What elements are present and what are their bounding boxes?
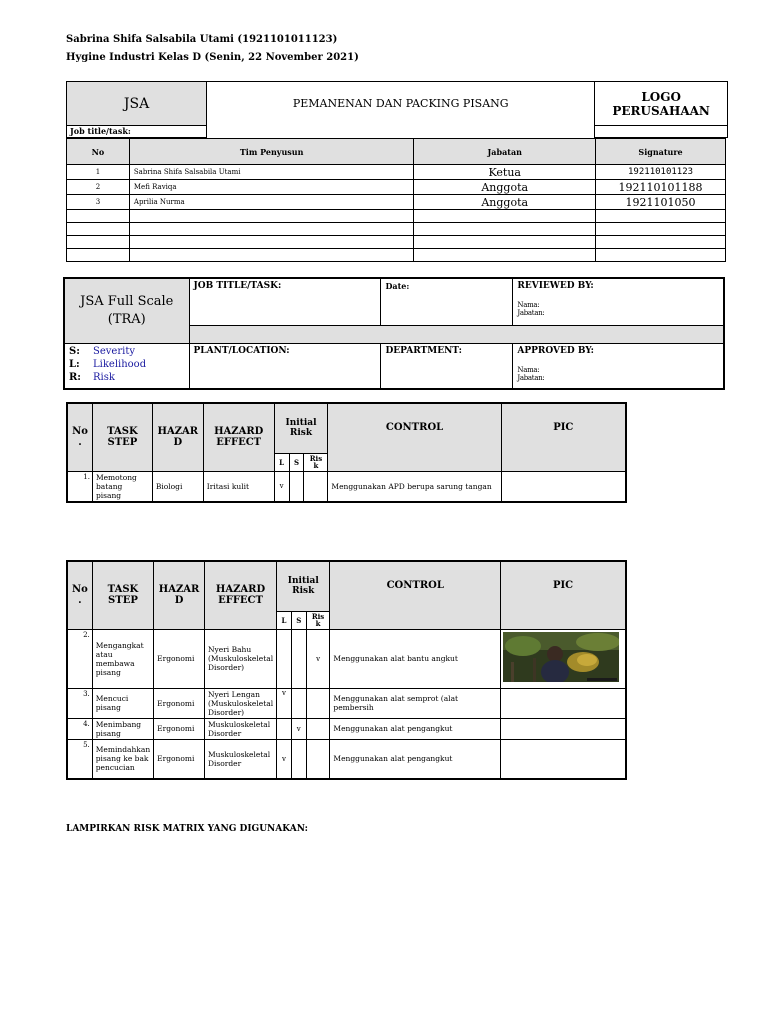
table-row <box>67 629 626 688</box>
team-row-no: 2 <box>67 180 130 195</box>
rt2-header-pic: PIC <box>501 561 626 629</box>
legend-key-severity: S: <box>69 345 80 357</box>
rt2-row-s <box>291 739 306 779</box>
team-table <box>66 138 726 262</box>
tra-plant-label: PLANT/LOCATION: <box>189 343 381 389</box>
table-row <box>67 718 626 739</box>
legend-risk: Risk <box>93 371 115 383</box>
team-row-empty <box>67 249 726 262</box>
rt1-row-hazard: Biologi <box>152 471 203 502</box>
rt2-row-hazard: Ergonomi <box>154 718 205 739</box>
rt1-row-l: v <box>274 471 289 502</box>
rt2-row-task: Menimbang pisang <box>92 718 153 739</box>
rt2-header-initial-risk <box>277 561 330 611</box>
tra-reviewed-jabatan: Jabatan: <box>517 309 545 317</box>
rt2-row-no: 2. <box>67 629 92 688</box>
team-row-role: Anggota <box>414 180 596 195</box>
team-header-no: No <box>67 139 130 165</box>
rt2-row-hazard: Ergonomi <box>154 739 205 779</box>
tra-title <box>64 278 189 343</box>
rt1-header-task-line2: STEP <box>107 437 138 449</box>
rt2-row-control: Menggunakan alat semprot (alat pembersih <box>330 688 501 718</box>
rt1-header-hazard-line1: HAZAR <box>157 426 199 438</box>
rt2-header-s: S <box>291 611 306 629</box>
rt1-header-no <box>67 403 92 471</box>
rt1-header-task-line1: TASK <box>107 426 138 438</box>
rt2-header-no-line1: No <box>71 584 88 596</box>
rt1-header-initial-line1: Initial <box>285 418 317 429</box>
rt2-header-risk-line1: Ris <box>311 612 325 621</box>
rt2-row-effect: Nyeri Lengan (Muskuloskeletal Disorder) <box>204 688 276 718</box>
rt2-header-effect-line2: EFFECT <box>218 595 263 607</box>
risk-table-2 <box>66 560 627 780</box>
rt2-header-control: CONTROL <box>330 561 501 629</box>
team-row-signature: 192110101123 <box>596 165 726 180</box>
team-row-no: 1 <box>67 165 130 180</box>
tra-department-label: DEPARTMENT: <box>381 343 513 389</box>
rt1-header-risk-line1: Ris <box>309 454 323 463</box>
tra-reviewed <box>513 278 724 325</box>
rt2-header-no <box>67 561 92 629</box>
team-row-signature: 1921101050 <box>596 195 726 210</box>
team-header-name: Tim Penyusun <box>129 139 413 165</box>
legend-severity: Severity <box>93 345 135 357</box>
rt1-row-control: Menggunakan APD berupa sarung tangan <box>328 471 501 502</box>
rt2-header-effect-line1: HAZARD <box>215 584 266 596</box>
tra-reviewed-label: REVIEWED BY: <box>517 281 594 291</box>
rt2-header-risk <box>306 611 330 629</box>
team-row-role: Anggota <box>414 195 596 210</box>
rt1-row-s <box>289 471 304 502</box>
logo-line1: LOGO <box>641 89 681 104</box>
rt2-row-no: 5. <box>67 739 92 779</box>
team-header-role: Jabatan <box>414 139 596 165</box>
rt1-header-s: S <box>289 453 304 471</box>
rt2-header-hazard-line1: HAZAR <box>158 584 200 596</box>
rt2-row-control: Menggunakan alat pengangkut <box>330 739 501 779</box>
rt2-row-l: v <box>277 688 292 718</box>
rt1-header-effect-line2: EFFECT <box>216 437 262 449</box>
rt2-header-initial-line2: Risk <box>292 586 315 597</box>
rt2-row-no: 4. <box>67 718 92 739</box>
tra-title-line2: (TRA) <box>107 311 146 327</box>
rt2-row-s <box>291 629 306 688</box>
rt2-header-no-line2: . <box>78 595 82 607</box>
tra-title-line1: JSA Full Scale <box>80 293 174 309</box>
team-row-name: Sabrina Shifa Salsabila Utami <box>129 165 413 180</box>
rt1-header-no-line1: No <box>72 426 88 438</box>
rt1-header-effect-line1: HAZARD <box>214 426 264 438</box>
rt2-row-effect: Muskuloskeletal Disorder <box>204 718 276 739</box>
team-row-name: Mefi Raviqa <box>129 180 413 195</box>
team-row-name: Aprilia Nurma <box>129 195 413 210</box>
rt2-row-s: v <box>291 718 306 739</box>
rt2-header-task-line2: STEP <box>108 595 138 607</box>
team-header-signature: Signature <box>596 139 726 165</box>
team-row <box>67 195 726 210</box>
tra-approved-nama: Nama: <box>517 365 540 374</box>
rt2-row-control: Menggunakan alat bantu angkut <box>330 629 501 688</box>
tra-legend <box>64 343 189 389</box>
team-row <box>67 165 726 180</box>
rt2-row-task: Mencuci pisang <box>92 688 153 718</box>
legend-key-likelihood: L: <box>69 358 80 370</box>
pic-photo-cell <box>501 629 626 688</box>
team-row-role: Ketua <box>414 165 596 180</box>
logo-box <box>595 82 728 126</box>
rt2-row-l <box>277 629 292 688</box>
rt1-header-control: CONTROL <box>328 403 501 471</box>
table-row <box>67 739 626 779</box>
rt1-header-initial-risk <box>274 403 328 453</box>
tra-approved-jabatan: Jabatan: <box>517 373 545 382</box>
tra-date-label: Date: <box>381 278 513 325</box>
rt2-header-risk-line2: k <box>315 619 321 628</box>
rt1-row-r <box>304 471 328 502</box>
rt2-header-task-line1: TASK <box>107 584 139 596</box>
rt2-row-task: Memindahkan pisang ke bak pencucian <box>92 739 153 779</box>
jsa-header-table <box>66 81 728 138</box>
rt2-row-effect: Muskuloskeletal Disorder <box>204 739 276 779</box>
rt1-header-no-line2: . <box>78 437 82 449</box>
risk-table-1 <box>66 402 627 503</box>
tra-reviewed-nama: Nama: <box>517 301 540 309</box>
legend-key-risk: R: <box>69 371 82 383</box>
table-row <box>67 688 626 718</box>
rt2-row-task: Mengangkat atau membawa pisang <box>92 629 153 688</box>
tra-table <box>63 277 725 390</box>
rt2-row-effect: Nyeri Bahu (Muskuloskeletal Disorder) <box>204 629 276 688</box>
team-row-empty <box>67 223 726 236</box>
legend-likelihood: Likelihood <box>93 358 147 370</box>
rt1-header-risk-line2: k <box>313 461 319 470</box>
rt2-header-hazard-line2: D <box>174 595 184 607</box>
rt2-row-r <box>306 688 330 718</box>
team-row-signature: 192110101188 <box>596 180 726 195</box>
rt1-header-hazard <box>152 403 203 471</box>
rt2-row-r <box>306 718 330 739</box>
logo-line2: PERUSAHAAN <box>612 103 710 118</box>
rt2-header-effect <box>204 561 276 629</box>
team-row <box>67 180 726 195</box>
rt2-row-l: v <box>277 739 292 779</box>
tra-approved-label: APPROVED BY: <box>517 345 594 356</box>
rt2-row-l <box>277 718 292 739</box>
rt1-header-risk <box>304 453 328 471</box>
jsa-title: PEMANENAN DAN PACKING PISANG <box>207 82 595 126</box>
rt1-header-task <box>92 403 152 471</box>
rt2-row-r <box>306 739 330 779</box>
rt2-row-hazard: Ergonomi <box>154 629 205 688</box>
rt1-header-l: L <box>274 453 289 471</box>
tra-job-title-label: JOB TITLE/TASK: <box>189 278 381 325</box>
rt2-row-r: v <box>306 629 330 688</box>
rt2-row-hazard: Ergonomi <box>154 688 205 718</box>
team-row-no: 3 <box>67 195 130 210</box>
author-line: Sabrina Shifa Salsabila Utami (1921101011123) <box>66 34 338 45</box>
job-title-label: Job title/task: <box>67 126 207 138</box>
rt1-header-effect <box>203 403 274 471</box>
rt1-header-pic: PIC <box>501 403 626 471</box>
rt1-header-initial-line2: Risk <box>289 428 313 439</box>
rt2-row-no: 3. <box>67 688 92 718</box>
worker-carrying-banana-photo <box>503 632 619 682</box>
rt2-row-control: Menggunakan alat pengangkut <box>330 718 501 739</box>
attachment-label: LAMPIRKAN RISK MATRIX YANG DIGUNAKAN: <box>66 824 308 834</box>
table-row <box>67 471 626 502</box>
rt2-row-s <box>291 688 306 718</box>
rt1-row-task: Memotong batang pisang <box>92 471 152 502</box>
rt2-header-hazard <box>154 561 205 629</box>
rt2-header-initial-line1: Initial <box>287 576 319 587</box>
team-row-empty <box>67 210 726 223</box>
course-line: Hygine Industri Kelas D (Senin, 22 November 2021) <box>66 52 359 63</box>
rt1-row-no: 1. <box>67 471 92 502</box>
rt1-row-effect: Iritasi kulit <box>203 471 274 502</box>
jsa-label: JSA <box>67 82 207 126</box>
rt2-header-l: L <box>277 611 292 629</box>
tra-approved <box>513 343 724 389</box>
team-row-empty <box>67 236 726 249</box>
rt2-header-task <box>92 561 153 629</box>
rt1-header-hazard-line2: D <box>173 437 183 449</box>
